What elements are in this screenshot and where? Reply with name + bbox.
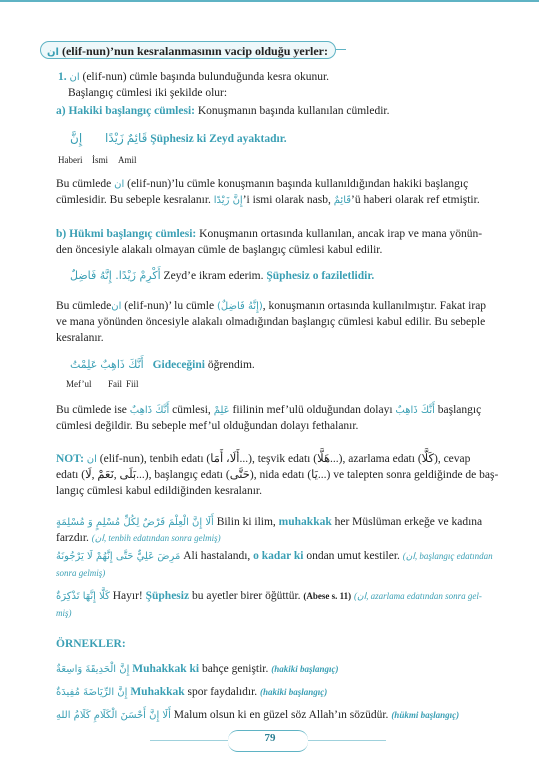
- arabic: إِنَّ الرِّيَاضَةَ مُفِيدَةٌ: [56, 687, 128, 698]
- para-2-line-1: [56, 298, 502, 315]
- ex3-gram-1: Mef’ul: [66, 379, 92, 389]
- arabic: إِنَّ زَيْدًا: [213, 195, 243, 206]
- arabic: أَلَا إِنَّ أَحْسَنَ الْكَلَامِ كَلَامُ اللهِ: [56, 710, 171, 721]
- arabic: مَرِضَ عَلِيٌّ حَتَّى إِنَّهُمْ لَا يَرْجُونَهُ: [56, 551, 181, 562]
- subhead-a-label: a) Hakiki başlangıç cümlesi:: [56, 105, 195, 117]
- text: cümlesi,: [172, 404, 211, 416]
- text: ’i ismi olarak nasb,: [242, 194, 331, 206]
- para-2-line-3: kesralanır.: [56, 332, 104, 344]
- rule-arabic: ان: [69, 72, 80, 83]
- subhead-b: [56, 226, 502, 242]
- subhead-a-text: Konuşmanın başında kullanılan cümledir.: [197, 105, 390, 117]
- text: o kadar ki: [253, 550, 304, 562]
- text: (Abese s. 11): [303, 591, 352, 601]
- arabic: إِنَّ الْحَدِيقَةَ وَاسِعَةٌ: [56, 664, 130, 675]
- text: her Müslüman erkeğe ve kadına: [334, 516, 483, 528]
- arabic: ان: [111, 301, 122, 312]
- example-item-2: [56, 684, 502, 701]
- subhead-b-line2: den öncesiyle alakalı olmayan cümle de başlangıç cümlesi kabul edilir.: [56, 244, 383, 256]
- arabic: كَلَّا إِنَّهَا تَذْكِرَةٌ: [56, 591, 110, 602]
- para-3-line-2: cümlesi değildir. Bu sebeple mef’ul olduğundan dolayı fethalanır.: [56, 420, 359, 432]
- ex1-word-3: إِنَّ: [70, 131, 83, 145]
- note-label: NOT:: [56, 453, 84, 465]
- text: (elif-nun)’lu cümle konuşmanın başında kullanıldığından hakiki başlangıç: [127, 178, 469, 190]
- text: (hakiki başlangıç): [260, 687, 328, 697]
- title-arrow: [336, 49, 346, 50]
- text: (ان, tenbih edatından sonra gelmiş): [91, 533, 221, 543]
- top-border: [0, 0, 539, 2]
- ex1-gram-2: İsmi: [92, 155, 109, 165]
- footer-ornament-left: [150, 740, 228, 741]
- text: farzdır.: [56, 532, 89, 544]
- arabic: ان: [114, 179, 125, 190]
- arabic: أَلَا إِنَّ الْعِلْمَ فَرْضٌ لِكُلِّ مُسْلِمٍ وَ مُسْلِمَةٍ: [56, 517, 214, 528]
- subhead-a: [56, 103, 518, 119]
- text: Bilin ki ilim,: [216, 516, 276, 528]
- ex1-translation: Şüphesiz ki Zeyd ayaktadır.: [150, 133, 287, 145]
- para-2-line-2: ve mana yönünden öncesiyle alakalı olmadığından başlangıç cümlesi kabul edilir. Bu sebeple: [56, 316, 486, 328]
- text: Hayır!: [112, 590, 143, 602]
- note-example-3: [56, 588, 502, 605]
- text: (ان, azarlama edatından sonra gel-: [354, 591, 482, 601]
- text: bu ayetler birer öğüttür.: [191, 590, 301, 602]
- ex2-arabic: أَكْرِمْ زَيْدًا. إِنَّهُ فَاضِلٌ: [70, 269, 161, 282]
- subhead-b-text: Konuşmanın ortasında kullanılan, ancak irap ve mana yönün-: [199, 228, 483, 240]
- text: Malum olsun ki en güzel söz Allah’ın sözüdür.: [173, 709, 389, 721]
- text: Bu cümlede ise: [56, 404, 127, 416]
- text: (elif-nun), tenbih edatı (أَلَا، أَمَا...), teşvik edatı (هَلَّا...), azarlama edatı (كَلَّا), cevap: [99, 453, 471, 465]
- note-example-2: [56, 548, 502, 565]
- ex1-gram-3: Amil: [118, 155, 137, 165]
- section-title: [40, 41, 336, 59]
- title-arabic: ان: [47, 47, 59, 58]
- text: Muhakkak: [130, 686, 185, 698]
- arabic: أَنَّكَ ذَاهِبٌ: [395, 405, 435, 416]
- text: , konuşmanın ortasında kullanılmıştır. Fakat irap: [262, 300, 487, 312]
- para-1-line-2: [56, 192, 502, 209]
- text: (hakiki başlangıç): [271, 664, 339, 674]
- example-1: [56, 130, 518, 147]
- text: ’ü haberi olarak ref etmiştir.: [351, 194, 480, 206]
- note-line-3: langıç cümlesi kabul edildiğinden kesralanır.: [56, 485, 262, 497]
- ex1-word-1: قَائِمٌ: [126, 131, 148, 145]
- subhead-b-label: b) Hükmi başlangıç cümlesi:: [56, 228, 197, 240]
- examples-heading: ÖRNEKLER:: [56, 638, 126, 650]
- ex3-gram-3: Fiil: [126, 379, 139, 389]
- ex1-gram-1: Haberi: [58, 155, 83, 165]
- rule-1-line2: Başlangıç cümlesi iki şekilde olur:: [68, 87, 228, 99]
- arabic: ان: [86, 454, 97, 465]
- ex3-gram-2: Fail: [108, 379, 123, 389]
- ex2-tr2: Şüphesiz o faziletlidir.: [266, 270, 375, 282]
- rule-text: (elif-nun) cümle başında bulunduğunda kesra okunur.: [82, 71, 330, 83]
- arabic: أَنَّكَ ذَاهِبٌ: [129, 405, 170, 416]
- note-example-1: [56, 514, 502, 531]
- text: (ان, başlangıç edatından: [402, 551, 493, 561]
- arabic: (إِنَّهُ فَاضِلٌ): [216, 301, 263, 312]
- text: (elif-nun)’ lu cümle: [124, 300, 215, 312]
- example-item-1: [56, 661, 502, 678]
- note-line-2: edatı (بَلَى ,نَعَمْ ,لَا...), başlangıç edatı (حَتَّى), nida edatı (يَا...) ve talepten sonra geldiğinde de baş-: [56, 469, 499, 481]
- text: ondan umut kestiler.: [306, 550, 400, 562]
- text: (hükmi başlangıç): [391, 710, 460, 720]
- para-3-line-1: [56, 402, 502, 419]
- ex3-word-2: عَلِمْتُ: [70, 358, 98, 371]
- ex3-tr2: öğrendim.: [207, 359, 255, 371]
- example-3: [56, 357, 518, 373]
- example-item-3: [56, 707, 502, 724]
- text: Ali hastalandı,: [183, 550, 251, 562]
- text: cümlesidir. Bu sebeple kesralanır.: [56, 194, 211, 206]
- text: muhakkak: [278, 516, 332, 528]
- text: Muhakkak ki: [132, 663, 200, 675]
- rule-1: [58, 69, 520, 86]
- example-2: [70, 268, 532, 284]
- footer-ornament-right: [308, 740, 386, 741]
- note-example-2-line2: sonra gelmiş): [56, 568, 106, 578]
- rule-number: 1.: [58, 71, 67, 83]
- note-line-1: [56, 451, 502, 468]
- text: fiilinin mef’ulü olduğundan dolayı: [232, 404, 393, 416]
- arabic: عَلِمْ: [213, 405, 230, 416]
- ex3-tr1: Gideceğini: [152, 359, 205, 371]
- para-1-line-1: [56, 176, 502, 193]
- page-number: 79: [264, 732, 276, 744]
- note-example-1-line2: [56, 530, 502, 546]
- ex2-tr1: Zeyd’e ikram ederim.: [163, 270, 264, 282]
- text: bahçe geniştir.: [201, 663, 269, 675]
- note-example-3-line2: miş): [56, 608, 72, 618]
- arabic: قَائِمٌ: [333, 195, 352, 206]
- text: Bu cümlede: [56, 300, 112, 312]
- title-text: (elif-nun)’nun kesralanmasının vacip olduğu yerler:: [61, 44, 328, 58]
- text: başlangıç: [437, 404, 482, 416]
- text: Şüphesiz: [145, 590, 190, 602]
- text: Bu cümlede: [56, 178, 112, 190]
- ex3-word-1: أَنَّكَ ذَاهِبٌ: [100, 358, 144, 371]
- text: spor faydalıdır.: [187, 686, 258, 698]
- ex1-word-2: زَيْدًا: [105, 131, 124, 145]
